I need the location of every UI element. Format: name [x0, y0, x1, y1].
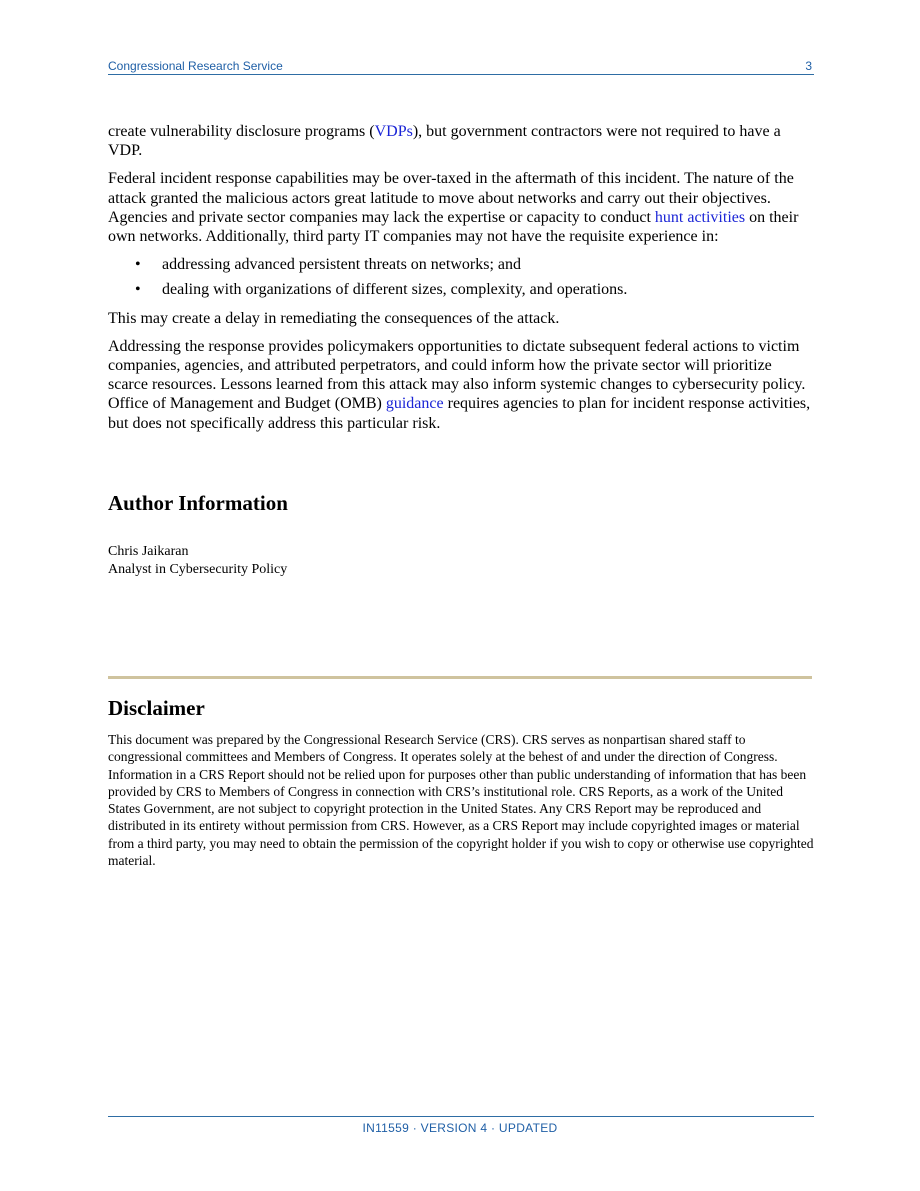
footer-label: IN11559 · VERSION 4 · UPDATED [362, 1121, 558, 1135]
disclaimer-text: This document was prepared by the Congressional Research Service (CRS). CRS serves as nonpartisan shared staff to congressional committees and Members of Congress. It operates solely at the behest of and under the direction of Congress. Information in a CRS Report should not be relied upon for purposes other than public understanding of information that has been provided by CRS to Members of Congress in connection with CRS’s institutional role. CRS Reports, as a work of the United States Government, are not subject to copyright protection in the United States. Any CRS Report may be reproduced and distributed in its entirety without permission from CRS. However, as a CRS Report may include copyrighted images or material from a third party, you may need to obtain the permission of the copyright holder if you wish to copy or otherwise use copyrighted material. [108, 732, 814, 869]
bullet-icon: • [135, 281, 141, 299]
author-block [108, 543, 287, 578]
vdps-link[interactable]: VDPs [374, 123, 413, 140]
paragraph-text: Addressing the response provides policymakers opportunities to dictate subsequent federal actions to victim companies, agencies, and attributed perpetrators, and could inform how the private sector will prioritize scarce resources. Lessons learned from this attack may also inform systemic changes to cybersecurity policy. Office of Management and Budget (OMB) [108, 337, 806, 413]
list-item [108, 255, 814, 274]
list-item-text: addressing advanced persistent threats on networks; and [162, 256, 522, 274]
paragraph-text: ), but government contractors were not required to have a VDP. [108, 123, 781, 160]
bullet-list [108, 255, 814, 299]
paragraph-policy [108, 337, 814, 433]
paragraph-text: Federal incident response capabilities may be over-taxed in the aftermath of this incident. The nature of the attack granted the malicious actors great latitude to move about networks and carry out their objectives. Agencies and private sector companies may lack the expertise or capacity to conduct [108, 170, 794, 226]
body-text [108, 122, 814, 442]
page-header [108, 58, 814, 75]
header-title: Congressional Research Service [108, 59, 283, 73]
footer-divider [108, 1116, 814, 1117]
paragraph-text: on their own networks. Additionally, third party IT companies may not have the requisite experience in: [108, 208, 799, 246]
hunt-activities-link[interactable]: hunt activities [654, 208, 746, 226]
author-heading: Author Information [108, 491, 288, 515]
disclaimer-heading: Disclaimer [108, 696, 205, 720]
bullet-icon: • [135, 256, 141, 274]
author-title: Analyst in Cybersecurity Policy [108, 561, 288, 577]
paragraph-text: create vulnerability disclosure programs ( [108, 123, 375, 140]
list-item-text: dealing with organizations of different sizes, complexity, and operations. [162, 281, 628, 299]
guidance-link[interactable]: guidance [385, 395, 444, 413]
page-number: 3 [805, 59, 812, 73]
author-name: Chris Jaikaran [108, 544, 189, 559]
section-divider [108, 676, 812, 679]
paragraph-vdp [108, 122, 814, 160]
list-item [108, 280, 814, 299]
paragraph-text: requires agencies to plan for incident response activities, but does not specifically address this particular risk. [108, 395, 811, 432]
paragraph-incident-response [108, 169, 814, 246]
paragraph-delay: This may create a delay in remediating the consequences of the attack. [108, 309, 560, 327]
